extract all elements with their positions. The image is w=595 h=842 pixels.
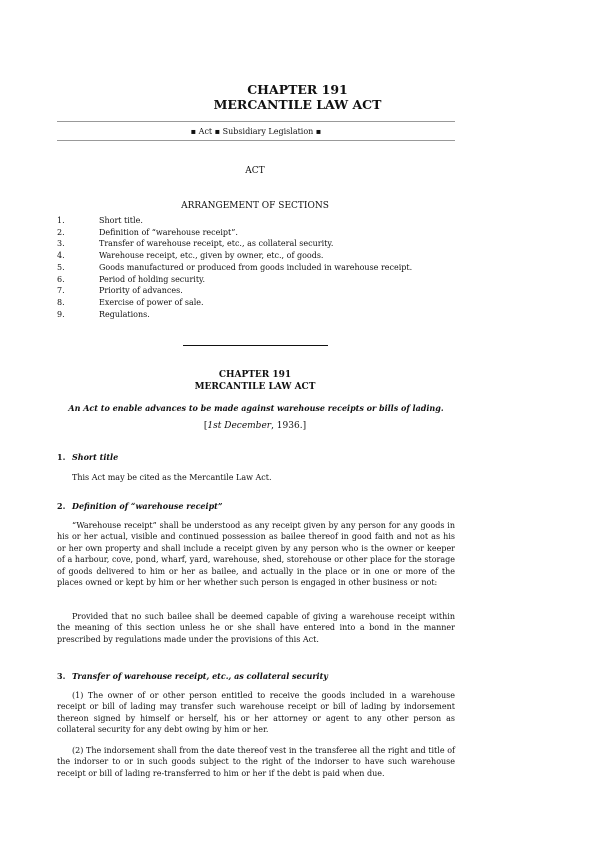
bullet: ▪: [315, 127, 322, 136]
section-title: Transfer of warehouse receipt, etc., as collateral security: [72, 671, 328, 681]
section-paragraph: (2) The indorsement shall from the date thereof vest in the transferee all the right and title of the indorser to or in such goods subject to the right of the indorser to have such warehouse receipt or bill of lading re-transferred to him or her if the debt is paid when due.: [57, 746, 455, 778]
date-close: , 1936.]: [271, 421, 307, 431]
toc-item[interactable]: [57, 262, 412, 274]
section-number: 1.: [57, 452, 66, 462]
body-act-title: MERCANTILE LAW ACT: [194, 382, 316, 392]
arrangement-title: ARRANGEMENT OF SECTIONS: [181, 201, 329, 211]
section-heading: [57, 671, 328, 681]
section-number: 2.: [57, 501, 66, 511]
toc-number: 5.: [57, 262, 65, 272]
act-link[interactable]: Act: [198, 127, 213, 136]
toc-text: Short title.: [99, 216, 143, 225]
toc-number: 6.: [57, 274, 65, 284]
toc-number: 4.: [57, 251, 65, 261]
section-number: 3.: [57, 671, 66, 681]
toc-number: 8.: [57, 297, 65, 307]
section-paragraph: (1) The owner of or other person entitled to receive the goods included in a warehouse receipt or bill of lading may transfer such warehouse receipt or bill of lading by indorsement thereon signed by himself or herself, his or her attorney or agent to any other person as collateral security for any debt owing by him or her.: [57, 691, 455, 735]
toc-number: 9.: [57, 309, 65, 319]
toc-text: Regulations.: [99, 309, 150, 319]
toc-item[interactable]: [57, 250, 412, 262]
toc-number: 7.: [57, 286, 65, 296]
section-divider: [183, 345, 328, 346]
long-title: An Act to enable advances to be made against warehouse receipts or bills of lading.: [68, 403, 444, 413]
commencement-date: [0, 421, 510, 431]
act-title: MERCANTILE LAW ACT: [213, 97, 382, 112]
section-paragraph: “Warehouse receipt” shall be understood as any receipt given by any person for any goods in his or her actual, visible and continued possession as bailee thereof in good faith and not as his or her own property and shall include a receipt given by any person who is the owner or keeper of a harbour, cove, pond, wharf, yard, warehouse, shed, storehouse or other place for the storage of goods delivered to him or her as bailee, and actually in the place or in one or more of the places owned or kept by him or her whether such person is engaged in other business or not:: [57, 521, 455, 588]
toc-number: 1.: [57, 216, 65, 225]
toc-text: Goods manufactured or produced from goods included in warehouse receipt.: [99, 262, 413, 272]
toc-text: Period of holding security.: [99, 274, 206, 284]
toc-item[interactable]: [57, 238, 412, 250]
toc-item[interactable]: [57, 215, 412, 227]
section-paragraph: Provided that no such bailee shall be deemed capable of giving a warehouse receipt within the meaning of this section unless he or she shall have entered into a bond in the manner prescribed by regulations made under the provisions of this Act.: [57, 612, 455, 644]
chapter-number: CHAPTER 191: [247, 82, 348, 97]
section-heading: [57, 452, 118, 462]
toc-item[interactable]: [57, 309, 412, 321]
section-title: Short title: [72, 452, 119, 462]
bullet: ▪: [214, 127, 221, 136]
toc-text: Definition of “warehouse receipt”.: [99, 227, 238, 237]
date-italic: 1st December: [207, 421, 272, 431]
section-paragraph: This Act may be cited as the Mercantile Law Act.: [72, 473, 272, 482]
nav-bottom-rule: [57, 140, 455, 141]
toc-text: Priority of advances.: [99, 286, 183, 296]
toc-item[interactable]: [57, 227, 412, 239]
toc-text: Exercise of power of sale.: [99, 297, 204, 307]
toc-item[interactable]: [57, 274, 412, 286]
arrangement-list: [57, 215, 412, 320]
toc-item[interactable]: [57, 285, 412, 297]
navigation-bar: [57, 127, 455, 136]
subsidiary-legislation-link[interactable]: Subsidiary Legislation: [222, 127, 314, 136]
date-open: [: [203, 421, 208, 431]
toc-text: Transfer of warehouse receipt, etc., as collateral security.: [99, 239, 334, 249]
body-chapter-number: CHAPTER 191: [218, 370, 292, 380]
section-heading: [57, 501, 222, 511]
toc-item[interactable]: [57, 297, 412, 309]
section-title: Definition of “warehouse receipt”: [72, 501, 223, 511]
bullet: ▪: [190, 127, 197, 136]
act-heading: ACT: [245, 166, 265, 176]
top-rule: [57, 121, 455, 122]
toc-number: 3.: [57, 239, 65, 249]
toc-number: 2.: [57, 227, 65, 237]
toc-text: Warehouse receipt, etc., given by owner, etc., of goods.: [99, 251, 324, 261]
